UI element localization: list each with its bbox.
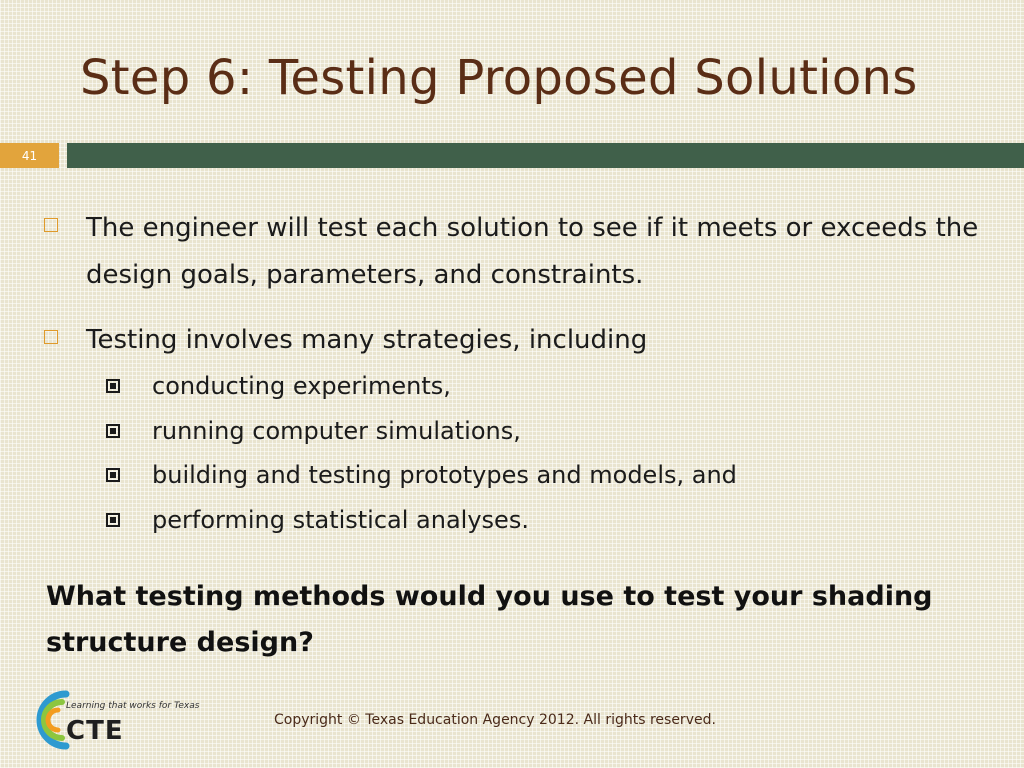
- discussion-question: What testing methods would you use to test your shading structure design?: [46, 581, 933, 658]
- slide-number: 41: [0, 143, 59, 168]
- sub-bullet-text: conducting experiments,: [152, 372, 451, 400]
- copyright-footer: Copyright © Texas Education Agency 2012. All rights reserved.: [274, 712, 716, 728]
- bullet-text: Testing involves many strategies, including: [86, 325, 648, 355]
- square-bullet-icon: [44, 218, 58, 232]
- logo-tagline: Learning that works for Texas: [66, 701, 200, 711]
- sub-bullet-text: building and testing prototypes and models, and: [152, 461, 737, 489]
- cte-logo: [22, 682, 222, 757]
- sub-bullet-item: [106, 500, 986, 540]
- filled-square-bullet-icon: [106, 468, 120, 482]
- divider-bar: [67, 143, 1024, 168]
- square-bullet-icon: [44, 330, 58, 344]
- sub-bullet-item: [106, 411, 986, 451]
- sub-bullet-item: [106, 366, 986, 406]
- logo-name: CTE: [66, 716, 124, 746]
- bullet-text: The engineer will test each solution to see if it meets or exceeds the design goals, parameters, and constraints.: [86, 213, 979, 290]
- filled-square-bullet-icon: [106, 379, 120, 393]
- sub-bullet-item: [106, 455, 986, 495]
- bullet-item: [44, 317, 984, 364]
- filled-square-bullet-icon: [106, 513, 120, 527]
- filled-square-bullet-icon: [106, 424, 120, 438]
- slide-title: Step 6: Testing Proposed Solutions: [80, 50, 918, 106]
- bullet-item: [44, 205, 984, 299]
- sub-bullet-text: running computer simulations,: [152, 417, 521, 445]
- sub-bullet-text: performing statistical analyses.: [152, 506, 529, 534]
